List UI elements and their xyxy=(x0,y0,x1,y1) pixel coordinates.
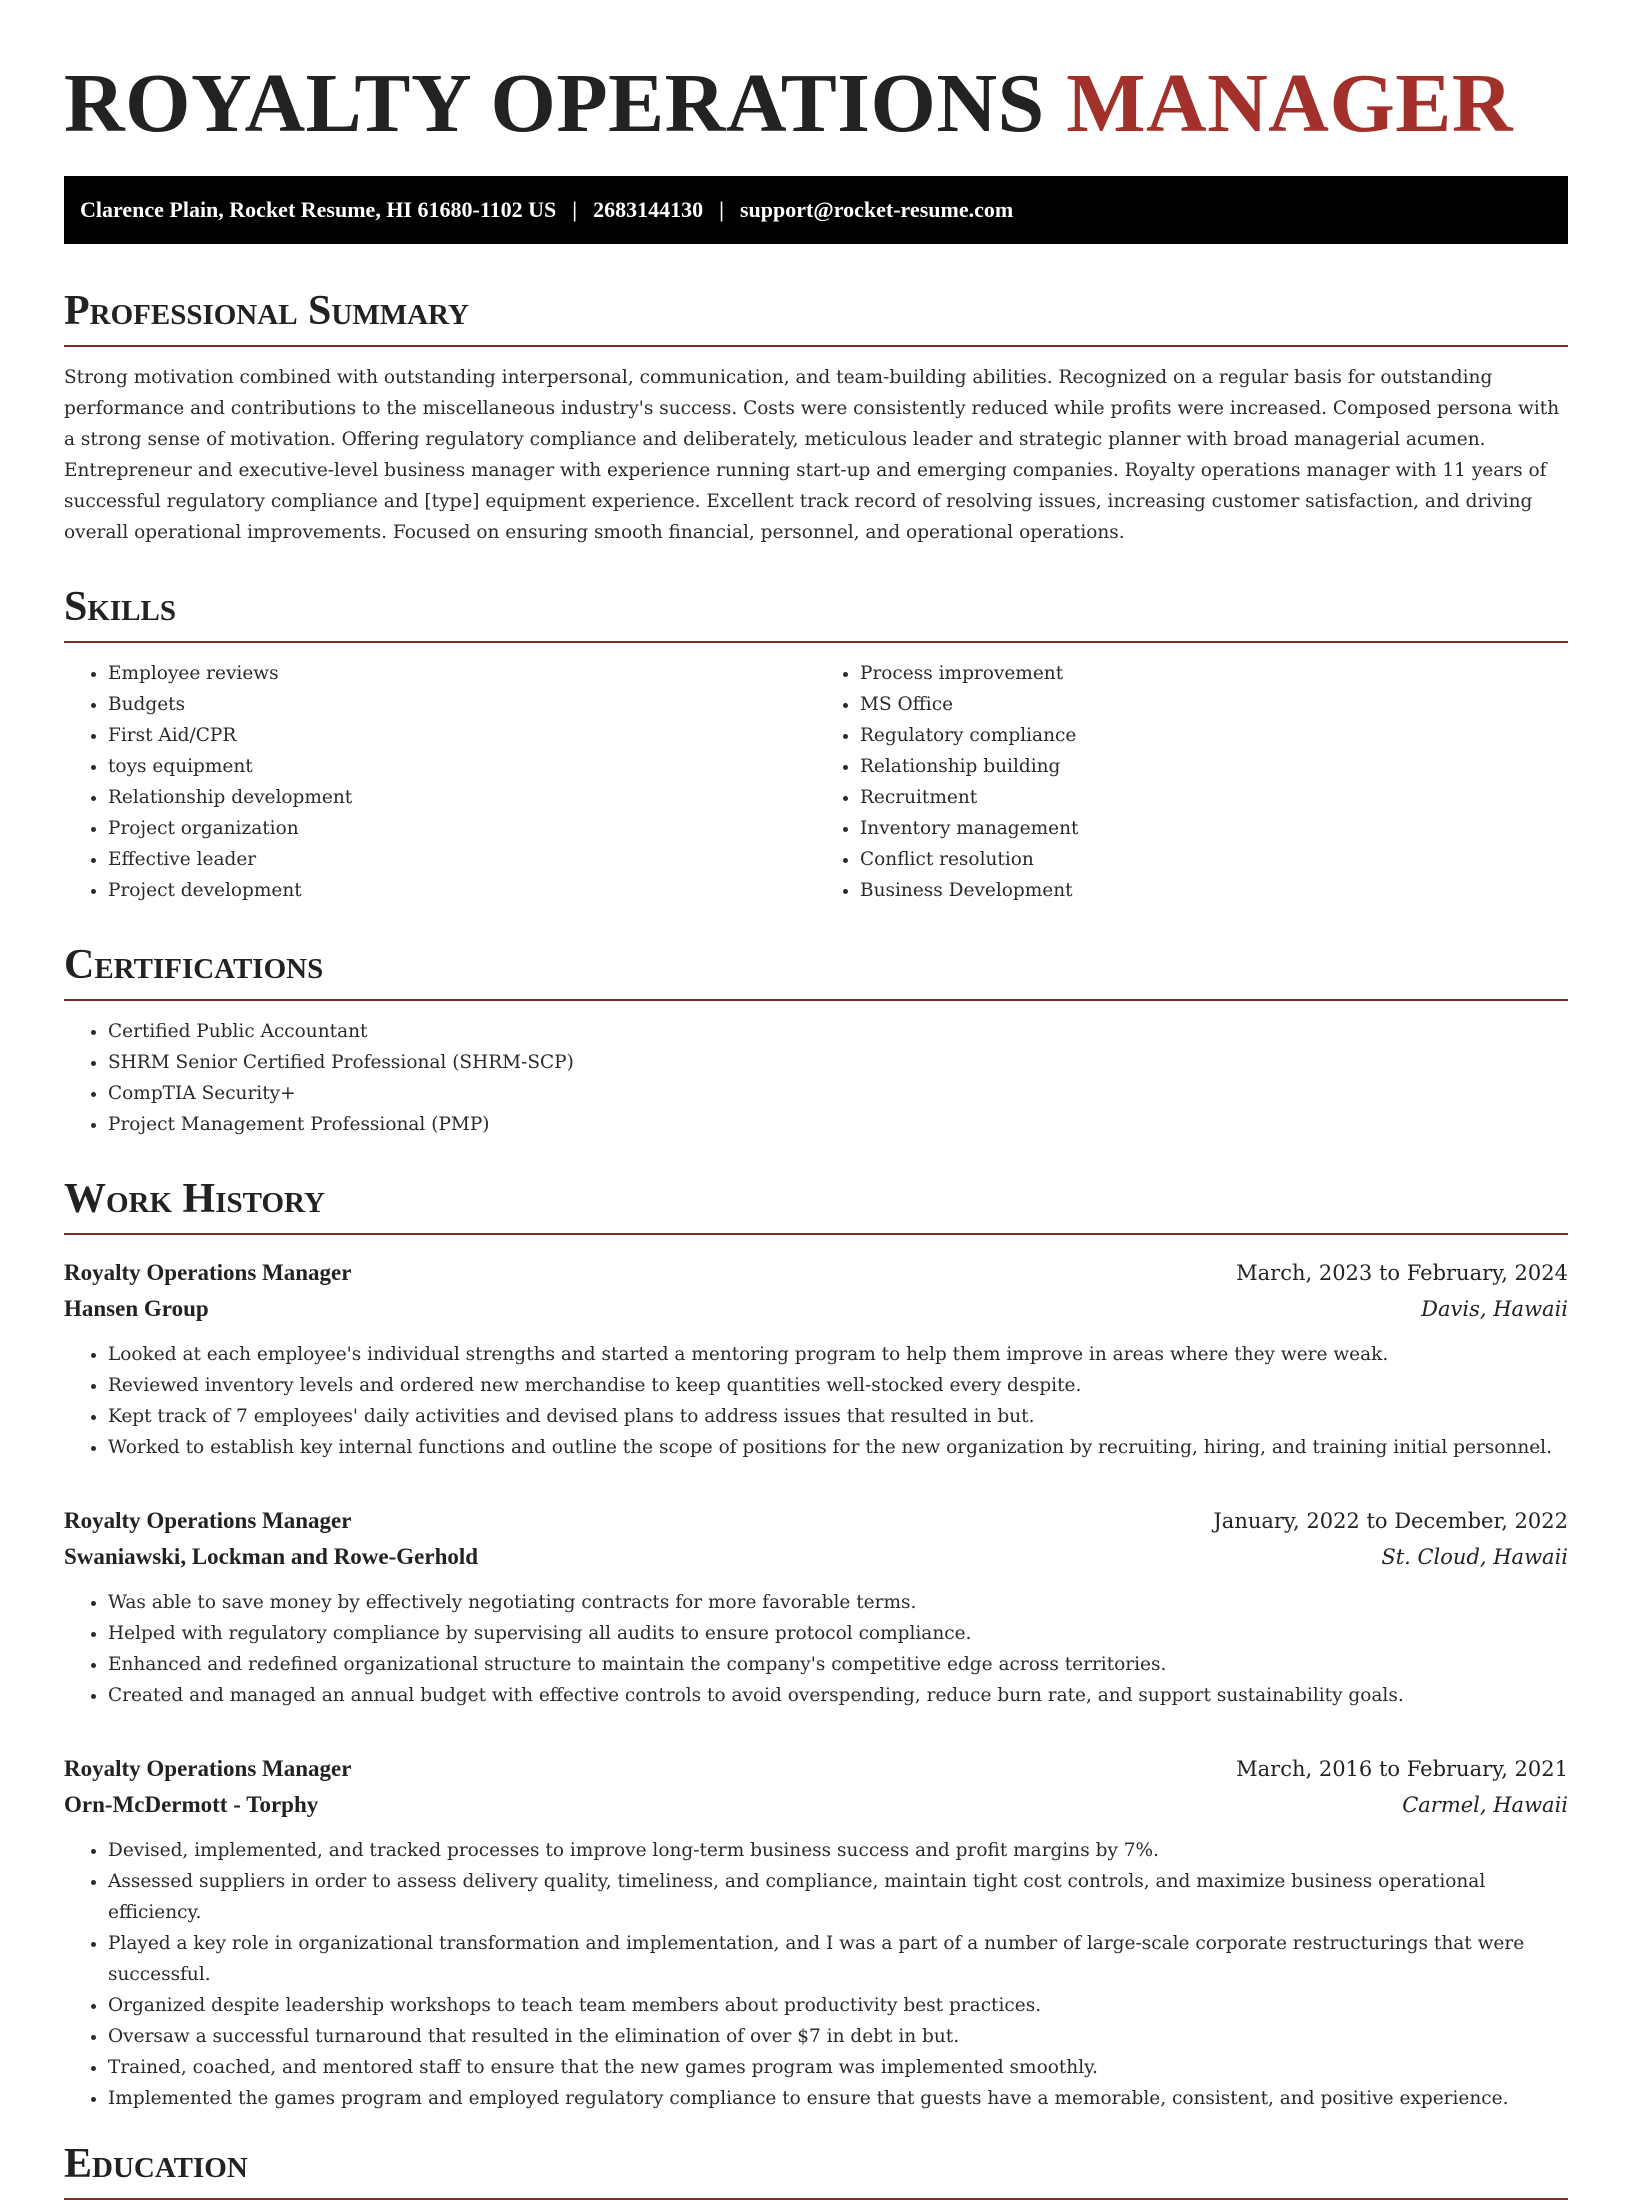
job-location: Carmel, Hawaii xyxy=(1402,1793,1568,1817)
job-bullet: • Helped with regulatory compliance by supervising all audits to ensure protocol compliance. xyxy=(108,1618,1568,1649)
job-bullet: • Trained, coached, and mentored staff to ensure that the new games program was implemented smoothly. xyxy=(108,2052,1568,2083)
certifications-list xyxy=(64,1016,1568,1140)
job-bullets xyxy=(64,1339,1568,1463)
job-bullets xyxy=(64,1587,1568,1711)
job-bullet: • Was able to save money by effectively negotiating contracts for more favorable terms. xyxy=(108,1587,1568,1618)
section-heading-skills: Skills xyxy=(64,583,1568,643)
skills-list-right xyxy=(816,658,1568,906)
contact-phone: 2683144130 xyxy=(593,197,704,222)
skill-item: • Recruitment xyxy=(860,782,1568,813)
job-entry xyxy=(64,1503,1568,1711)
job-company: Orn-McDermott - Torphy xyxy=(64,1792,319,1817)
certifications-section xyxy=(64,941,1568,1140)
job-title: Royalty Operations Manager xyxy=(64,1756,352,1781)
contact-address: Clarence Plain, Rocket Resume, HI 61680-1102 US xyxy=(80,197,557,222)
job-header-row xyxy=(64,1503,1568,1539)
skill-item: • Business Development xyxy=(860,875,1568,906)
job-company: Swaniawski, Lockman and Rowe-Gerhold xyxy=(64,1544,479,1569)
job-bullet: • Played a key role in organizational transformation and implementation, and I was a part of a number of large-scale corporate restructurings that were successful. xyxy=(108,1928,1568,1990)
skill-item: • Employee reviews xyxy=(108,658,816,689)
job-dates: January, 2022 to December, 2022 xyxy=(1213,1509,1568,1533)
skill-item: • First Aid/CPR xyxy=(108,720,816,751)
skill-item: • Relationship development xyxy=(108,782,816,813)
professional-summary-section xyxy=(64,287,1568,548)
skill-item: • Conflict resolution xyxy=(860,844,1568,875)
page-title xyxy=(64,56,1568,152)
job-bullet: • Devised, implemented, and tracked processes to improve long-term business success and profit margins by 7%. xyxy=(108,1835,1568,1866)
skill-item: • Project development xyxy=(108,875,816,906)
education-section xyxy=(64,2140,1568,2200)
contact-bar xyxy=(64,176,1568,244)
job-bullet: • Enhanced and redefined organizational structure to maintain the company's competitive edge across territories. xyxy=(108,1649,1568,1680)
job-bullet: • Reviewed inventory levels and ordered new merchandise to keep quantities well-stocked every despite. xyxy=(108,1370,1568,1401)
skill-item: • toys equipment xyxy=(108,751,816,782)
skills-section xyxy=(64,583,1568,906)
certification-item: • Project Management Professional (PMP) xyxy=(108,1109,1568,1140)
skill-item: • Budgets xyxy=(108,689,816,720)
job-bullet: • Organized despite leadership workshops to teach team members about productivity best practices. xyxy=(108,1990,1568,2021)
job-header-row xyxy=(64,1255,1568,1291)
job-bullet: • Created and managed an annual budget with effective controls to avoid overspending, reduce burn rate, and support sustainability goals. xyxy=(108,1680,1568,1711)
skill-item: • Regulatory compliance xyxy=(860,720,1568,751)
summary-text: Strong motivation combined with outstanding interpersonal, communication, and team-building abilities. Recognized on a regular basis for outstanding performance and contributions to the miscellaneous industry's success. Costs were consistently reduced while profits were increased. Composed persona with a strong sense of motivation. Offering regulatory compliance and deliberately, meticulous leader and strategic planner with broad managerial acumen. Entrepreneur and executive-level business manager with experience running start-up and emerging companies. Royalty operations manager with 11 years of successful regulatory compliance and [type] equipment experience. Excellent track record of resolving issues, increasing customer satisfaction, and driving overall operational improvements. Focused on ensuring smooth financial, personnel, and operational operations. xyxy=(64,367,1560,543)
skills-columns xyxy=(64,658,1568,906)
title-accent: MANAGER xyxy=(1066,57,1513,150)
contact-separator: | xyxy=(572,197,578,222)
job-subheader-row xyxy=(64,1787,1568,1823)
job-bullet: • Assessed suppliers in order to assess delivery quality, timeliness, and compliance, maintain tight cost controls, and maximize business operational efficiency. xyxy=(108,1866,1568,1928)
skill-item: • Project organization xyxy=(108,813,816,844)
skills-list-left xyxy=(64,658,816,906)
job-bullet: • Implemented the games program and employed regulatory compliance to ensure that guests have a memorable, consistent, and positive experience. xyxy=(108,2083,1568,2114)
job-location: Davis, Hawaii xyxy=(1421,1297,1568,1321)
certification-item: • SHRM Senior Certified Professional (SHRM-SCP) xyxy=(108,1047,1568,1078)
job-bullet: • Oversaw a successful turnaround that resulted in the elimination of over $7 in debt in but. xyxy=(108,2021,1568,2052)
certification-item: • Certified Public Accountant xyxy=(108,1016,1568,1047)
work-history-section xyxy=(64,1175,1568,2114)
job-dates: March, 2023 to February, 2024 xyxy=(1236,1261,1568,1285)
skill-item: • Relationship building xyxy=(860,751,1568,782)
section-heading-certifications: Certifications xyxy=(64,941,1568,1001)
job-company: Hansen Group xyxy=(64,1296,209,1321)
skill-item: • MS Office xyxy=(860,689,1568,720)
section-heading-education: Education xyxy=(64,2140,1568,2200)
section-heading-summary: Professional Summary xyxy=(64,287,1568,347)
job-subheader-row xyxy=(64,1539,1568,1575)
skill-item: • Effective leader xyxy=(108,844,816,875)
job-dates: March, 2016 to February, 2021 xyxy=(1236,1757,1568,1781)
job-bullet: • Kept track of 7 employees' daily activities and devised plans to address issues that resulted in but. xyxy=(108,1401,1568,1432)
job-bullet: • Worked to establish key internal functions and outline the scope of positions for the new organization by recruiting, hiring, and training initial personnel. xyxy=(108,1432,1568,1463)
skill-item: • Inventory management xyxy=(860,813,1568,844)
job-location: St. Cloud, Hawaii xyxy=(1381,1545,1568,1569)
contact-separator: | xyxy=(719,197,724,222)
job-subheader-row xyxy=(64,1291,1568,1327)
contact-email[interactable]: support@rocket-resume.com xyxy=(739,197,1014,222)
job-entry xyxy=(64,1751,1568,2114)
skill-item: • Process improvement xyxy=(860,658,1568,689)
job-title: Royalty Operations Manager xyxy=(64,1508,352,1533)
section-heading-work-history: Work History xyxy=(64,1175,1568,1235)
title-main: ROYALTY OPERATIONS xyxy=(64,57,1045,150)
job-bullet: • Looked at each employee's individual strengths and started a mentoring program to help them improve in areas where they were weak. xyxy=(108,1339,1568,1370)
certification-item: • CompTIA Security+ xyxy=(108,1078,1568,1109)
job-entry xyxy=(64,1255,1568,1463)
resume-page xyxy=(64,0,1568,2200)
job-header-row xyxy=(64,1751,1568,1787)
job-title: Royalty Operations Manager xyxy=(64,1260,352,1285)
job-bullets xyxy=(64,1835,1568,2114)
